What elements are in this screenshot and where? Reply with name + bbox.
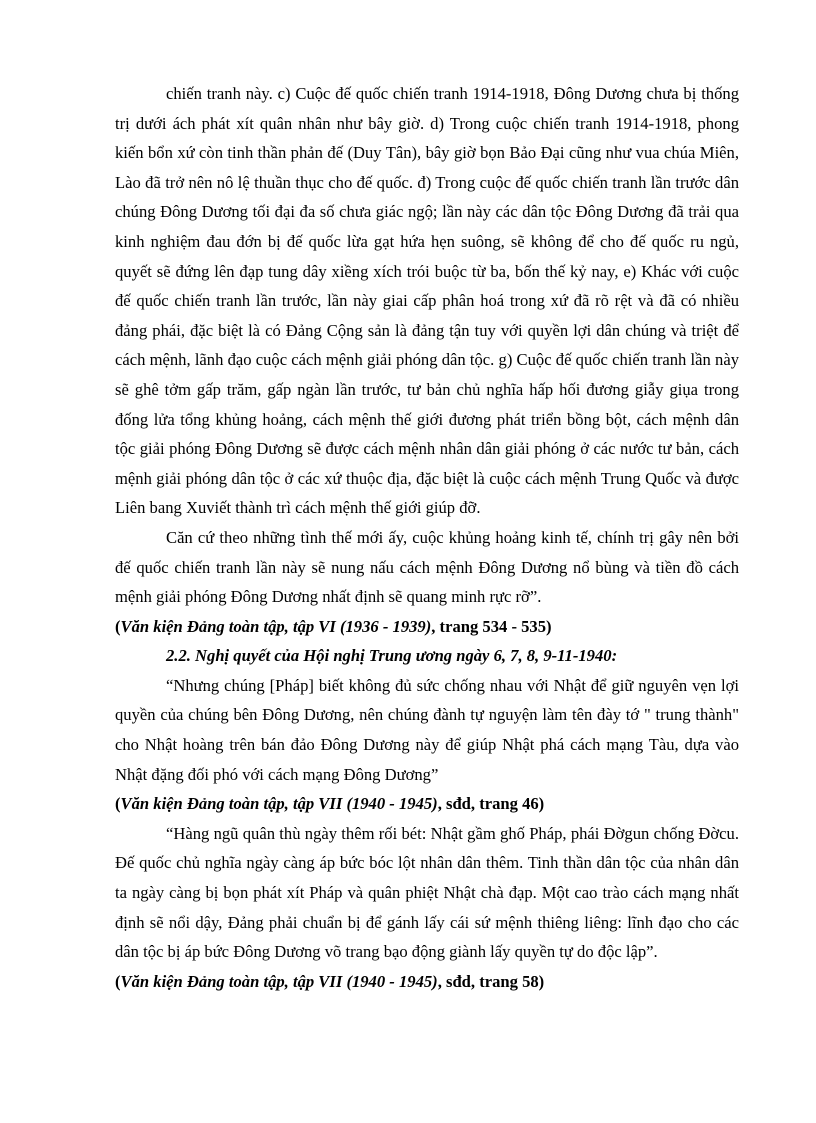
citation-rest: , trang 534 - 535) bbox=[431, 616, 552, 636]
quote-paragraph: “Nhưng chúng [Pháp] biết không đủ sức chống nhau với Nhật để giữ nguyên vẹn lợi quyền của chúng bên Đông Dương, nên chúng đành tự nguyện làm tên đày tớ " trung thành" cho Nhật hoàng trên bán đảo Đông Dương này để giúp Nhật phá cách mạng Tàu, dựa vào Nhật đặng đối phó với cách mạng Đông Dương” bbox=[115, 675, 739, 784]
quote-paragraph: “Hàng ngũ quân thù ngày thêm rối bét: Nhật gầm ghố Pháp, phái Đờgun chống Đờcu. Đế quốc chủ nghĩa ngày càng áp bức bóc lột nhân dân thêm. Tinh thần dân tộc của nhân dân ta ngày càng bị bọn phát xít Pháp và quân phiệt Nhật chà đạp. Một cao trào cách mạng nhất định sẽ nổi dậy, Đảng phải chuẩn bị để gánh lấy cái sứ mệnh thiêng liêng: lĩnh đạo cho các dân tộc bị áp bức Đông Dương võ trang bạo động giành lấy quyền tự do độc lập”. bbox=[115, 823, 739, 962]
citation-title: Văn kiện Đảng toàn tập, tập VII (1940 - 1945) bbox=[120, 971, 438, 991]
citation-open: ( bbox=[115, 794, 121, 814]
section-heading: 2.2. Nghị quyết của Hội nghị Trung ương ngày 6, 7, 8, 9-11-1940: bbox=[166, 646, 618, 666]
citation-title: Văn kiện Đảng toàn tập, tập VII (1940 - 1945) bbox=[120, 794, 438, 814]
citation bbox=[115, 612, 739, 642]
citation-rest: , sđd, trang 58) bbox=[437, 971, 545, 991]
citation-open: ( bbox=[115, 616, 121, 636]
body-paragraph: Căn cứ theo những tình thế mới ấy, cuộc khủng hoảng kinh tế, chính trị gây nên bởi đế quốc chiến tranh lần này sẽ nung nấu cách mệnh Đông Dương nổ bùng và tiền đồ cách mệnh giải phóng Đông Dương nhất định sẽ quang minh rực rỡ”. bbox=[115, 527, 739, 607]
body-paragraph: chiến tranh này. c) Cuộc đế quốc chiến tranh 1914-1918, Đông Dương chưa bị thống trị dưới ách phát xít quân nhân như bây giờ. d) Trong cuộc chiến tranh 1914-1918, phong kiến bổn xứ còn tinh thần phản đế (Duy Tân), bây giờ bọn Bảo Đại cũng như vua chúa Miên, Lào đã trở nên nô lệ thuần thục cho đế quốc. đ) Trong cuộc đế quốc chiến tranh lần trước dân chúng Đông Dương tối đại đa số chưa giác ngộ; lần này các dân tộc Đông Dương đã trải qua kinh nghiệm đau đớn bị đế quốc lừa gạt hứa hẹn suông, sẽ không để cho đế quốc ru ngủ, quyết sẽ đứng lên đạp tung dây xiềng xích trói buộc từ ba, bốn thế kỷ nay, e) Khác với cuộc đế quốc chiến tranh lần trước, lần này giai cấp phân hoá trong xứ đã rõ rệt và đã có nhiều đảng phái, đặc biệt là có Đảng Cộng sản là đảng tận tuy với quyền lợi dân chúng và triệt để cách mệnh, lãnh đạo cuộc cách mệnh giải phóng dân tộc. g) Cuộc đế quốc chiến tranh lần này sẽ ghê tởm gấp trăm, gấp ngàn lần trước, tư bản chủ nghĩa hấp hối đương giẫy giụa trong đống lửa tổng khủng hoảng, cách mệnh thế giới đương phát triển bồng bột, cách mệnh dân tộc giải phóng Đông Dương sẽ được cách mệnh nhân dân giải phóng ở các nước tư bản, cách mệnh giải phóng dân tộc ở các xứ thuộc địa, đặc biệt là cuộc cách mệnh Trung Quốc và được Liên bang Xuviết thành trì cách mệnh thế giới giúp đỡ. bbox=[115, 84, 739, 518]
citation-title: Văn kiện Đảng toàn tập, tập VI (1936 - 1939) bbox=[120, 616, 432, 636]
citation bbox=[115, 789, 739, 819]
citation bbox=[115, 967, 739, 997]
citation-open: ( bbox=[115, 971, 121, 991]
citation-rest: , sđd, trang 46) bbox=[437, 794, 545, 814]
